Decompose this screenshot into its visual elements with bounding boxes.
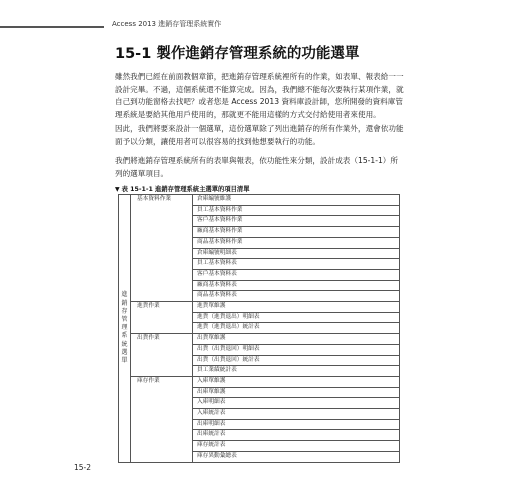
section-title: 15-1 製作進銷存管理系統的功能選單	[115, 46, 360, 62]
table-row	[119, 376, 400, 387]
table-row	[119, 302, 400, 313]
paragraph-1: 雖然我們已經在前面教個章節，把進銷存管理系統裡所有的作業，如表單、報表給一一設計完畢。不過，這個系統還不能算完成。因為，我們總不能每次要執行某項作業，就自己到功能窗格去找吧？或者您是 Access 2013 資料庫設計師，您所開發的資料庫管理系統是要給其他用戶使用的，那就更不能用這樣的方式交付給使用者來使用。	[115, 72, 404, 119]
menu-item-cell: 客戶基本資料作業	[193, 216, 400, 227]
table-caption	[115, 184, 250, 193]
header-rule	[0, 26, 104, 28]
menu-item-cell: 員工基本資料表	[193, 259, 400, 270]
category-cell: 庫存作業	[131, 376, 193, 462]
menu-item-cell: 出庫單維護	[193, 387, 400, 398]
root-menu-cell	[119, 195, 131, 463]
menu-item-cell: 員工基本資料作業	[193, 205, 400, 216]
menu-item-cell: 廠商基本資料作業	[193, 227, 400, 238]
menu-item-cell: 進貨（進貨退出）明細表	[193, 312, 400, 323]
root-menu-label: 進銷存管理系統選單	[121, 291, 128, 364]
triangle-icon: ▼	[115, 186, 120, 193]
menu-item-cell: 倉庫編號明細表	[193, 248, 400, 259]
menu-table	[118, 194, 400, 463]
menu-item-cell: 入庫單維護	[193, 376, 400, 387]
menu-item-cell: 商品基本資料作業	[193, 237, 400, 248]
menu-item-cell: 商品基本資料表	[193, 291, 400, 302]
category-cell: 進貨作業	[131, 302, 193, 334]
menu-item-cell: 入庫統計表	[193, 409, 400, 420]
menu-item-cell: 出貨單維護	[193, 334, 400, 345]
menu-item-cell: 出貨（出貨退回）統計表	[193, 355, 400, 366]
menu-item-cell: 出貨（出貨退回）明細表	[193, 344, 400, 355]
table-row	[119, 334, 400, 345]
menu-item-cell: 入庫明細表	[193, 398, 400, 409]
table-row	[119, 195, 400, 206]
menu-item-cell: 出庫統計表	[193, 430, 400, 441]
menu-item-cell: 進貨（進貨退出）統計表	[193, 323, 400, 334]
category-cell: 出貨作業	[131, 334, 193, 377]
paragraph-2: 因此，我們將要來設計一個選單，這份選單除了列出進銷存的所有作業外，還會依功能面予以分類，讓使用者可以很容易的找到他想要執行的功能。	[115, 124, 404, 146]
menu-item-cell: 員工業績統計表	[193, 366, 400, 377]
menu-table-body	[119, 195, 400, 463]
page-number: 15-2	[74, 463, 92, 472]
menu-item-cell: 出庫明細表	[193, 419, 400, 430]
menu-item-cell: 廠商基本資料表	[193, 280, 400, 291]
menu-item-cell: 庫存異動彙總表	[193, 451, 400, 462]
menu-item-cell: 倉庫編號維護	[193, 195, 400, 206]
menu-item-cell: 庫存統計表	[193, 441, 400, 452]
menu-item-cell: 進貨單維護	[193, 302, 400, 313]
menu-item-cell: 客戶基本資料表	[193, 269, 400, 280]
paragraph-3: 我們將進銷存管理系統所有的表單與報表，依功能性來分類，設計成表（15-1-1）所列的選單項目。	[115, 156, 398, 178]
category-cell: 基本資料作業	[131, 195, 193, 302]
running-header	[0, 18, 520, 36]
table-caption-text: 表 15-1-1 進銷存管理系統主選單的項目清單	[121, 186, 250, 193]
header-title: Access 2013 進銷存管理系統實作	[112, 20, 222, 28]
